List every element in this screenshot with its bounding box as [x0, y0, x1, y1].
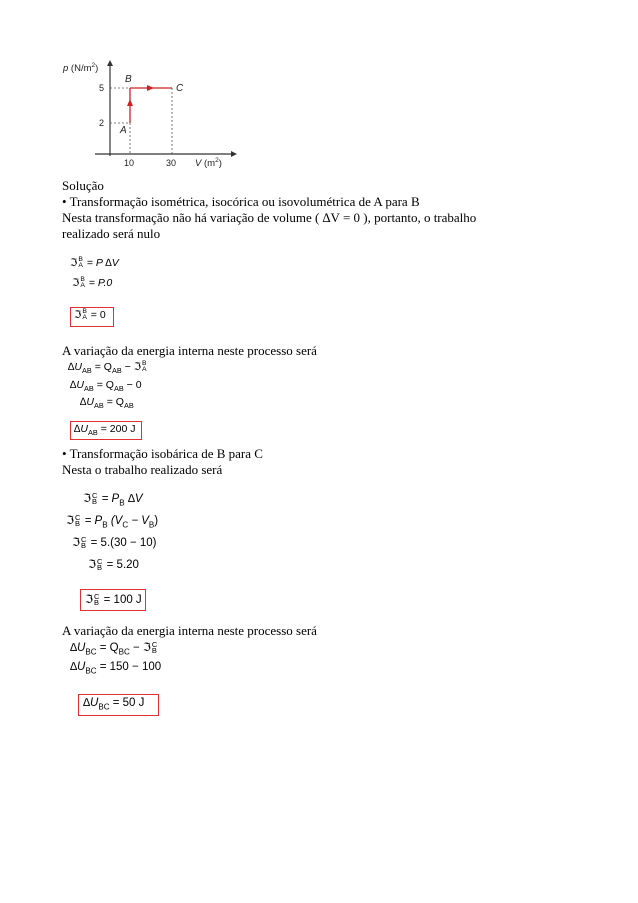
eq-work-bc-3: ℑ C B = 5.(30 − 10)	[72, 534, 157, 550]
paragraph-line-2: realizado será nulo	[62, 226, 161, 241]
point-b: B	[125, 74, 132, 85]
eq-work-bc-1: ℑ C B = $P_B$ ∆V	[83, 490, 143, 508]
x-axis-label: V $(m^2)$	[195, 157, 222, 169]
point-c: C	[176, 83, 184, 94]
point-a: A	[120, 125, 127, 136]
paragraph-line-1: Nesta transformação não há variação de volume ( ∆V = 0 ), portanto, o trabalho	[62, 210, 477, 225]
eq-work-ab-1: ℑ B A = P ∆V	[70, 256, 119, 270]
y-axis-label: p $(N/m^2)$	[63, 62, 99, 74]
arrow-bc	[147, 85, 154, 91]
eq-energy-bc-result: $\Delta U_{BC} = 50$ J	[83, 697, 145, 712]
solution-heading: Solução	[62, 178, 104, 193]
eq-energy-ab-3: $\Delta U_{AB} = Q_{AB}$	[80, 396, 134, 411]
energy-heading-1: A variação da energia interna neste processo será	[62, 343, 317, 358]
energy-heading-2: A variação da energia interna neste processo será	[62, 623, 317, 638]
eq-work-bc-result: ℑ C B = 100 J	[85, 591, 142, 607]
x-axis-arrow	[231, 151, 237, 157]
bullet-isometric: • Transformação isométrica, isocórica ou isovolumétrica de A para B	[62, 194, 420, 209]
eq-work-ab-result: ℑ B A = 0	[74, 308, 106, 322]
work-heading-2: Nesta o trabalho realizado será	[62, 462, 223, 477]
eq-energy-bc-2: $\Delta U_{BC} = 150 - 100$	[70, 661, 162, 676]
y-axis-arrow	[107, 60, 113, 66]
x-tick-10: 10	[124, 158, 135, 168]
bullet-isobaric: • Transformação isobárica de B para C	[62, 446, 263, 461]
eq-energy-bc-1: $\Delta U_{BC} = Q_{BC}$ − ℑ C B	[70, 639, 158, 657]
y-tick-2: 2	[99, 118, 105, 128]
eq-energy-ab-result: $\Delta U_{AB} = 200$ J	[74, 423, 136, 438]
eq-energy-ab-2: $\Delta U_{AB} = Q_{AB} - 0$	[70, 379, 142, 394]
eq-work-ab-2: ℑ B A = P.0	[72, 276, 113, 290]
pv-graph	[55, 58, 240, 173]
eq-work-bc-2: ℑ C B = $P_B$ $(V_C - V_B)$	[66, 512, 159, 530]
y-tick-5: 5	[99, 83, 105, 93]
x-tick-30: 30	[166, 158, 177, 168]
eq-work-bc-4: ℑ C B = 5.20	[88, 556, 139, 572]
arrow-ab	[127, 99, 133, 106]
eq-energy-ab-1: $\Delta U_{AB} = Q_{AB}$ − ℑ B A	[68, 360, 147, 376]
